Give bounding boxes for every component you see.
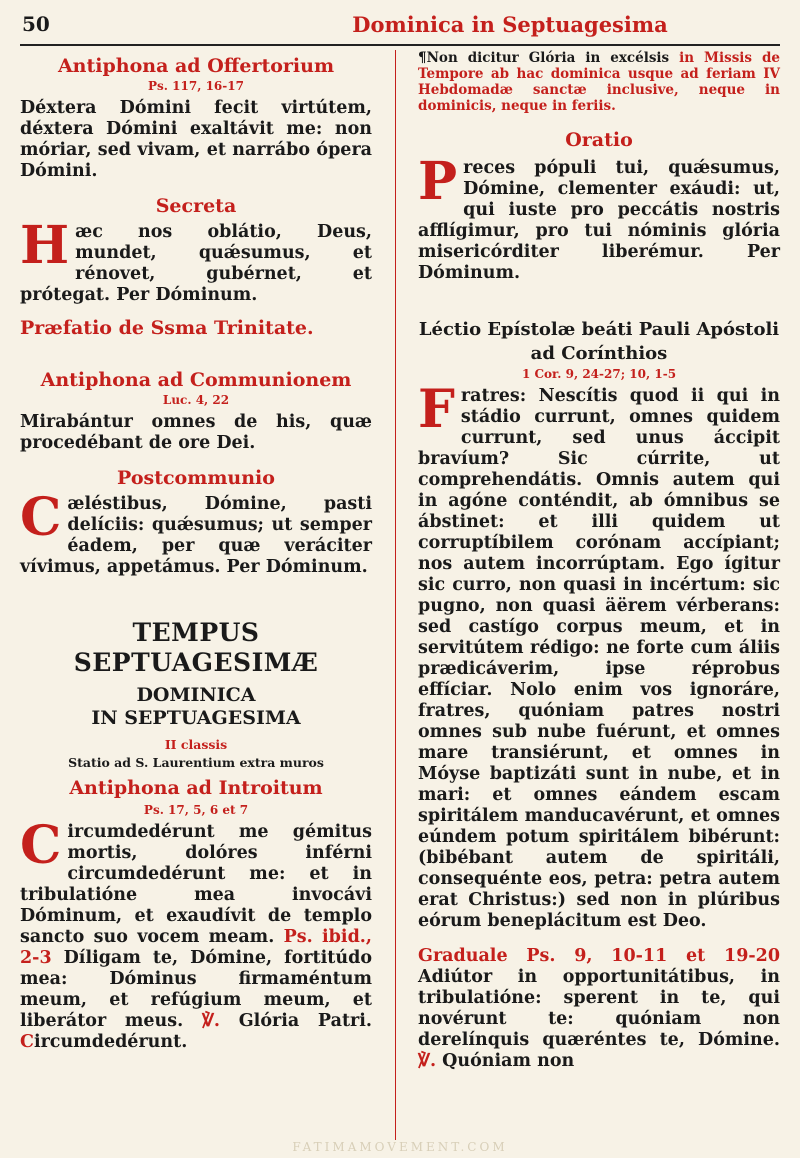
introit-ref: Ps. 17, 5, 6 et 7 bbox=[143, 803, 249, 817]
offertory-ref: Ps. 117, 16-17 bbox=[148, 79, 244, 93]
epistle-title: Léctio Epístolæ beáti Pauli Apóstoli ad Corínthios bbox=[418, 319, 780, 364]
gradual-title: Graduale Ps. 9, 10-11 et 19-20 bbox=[418, 946, 780, 966]
postcommunion-paragraph bbox=[20, 487, 372, 578]
epistle-paragraph bbox=[418, 379, 780, 932]
rubric-note bbox=[418, 50, 780, 114]
preface-note: Præfatio de Ssma Trinitate. bbox=[20, 317, 314, 339]
offertory-title: Antiphona ad Offertorium bbox=[57, 55, 335, 77]
introit-psalm-ref: Ps. ibid., 2-3 bbox=[20, 927, 372, 968]
watermark: FATIMAMOVEMENT.COM bbox=[292, 1140, 508, 1154]
sunday-title-1: DOMINICA bbox=[136, 684, 256, 706]
season-title-1: TEMPUS bbox=[132, 618, 260, 647]
sunday-title-2: IN SEPTUAGESIMA bbox=[91, 707, 301, 729]
postcommunion-text: æléstibus, Dómine, pasti delíciis: quǽsumus; ut semper éadem, per quæ veráciter vívimus, appetámus. Per Dóminum. bbox=[20, 494, 372, 577]
introit-text-3: Glória Patri. bbox=[220, 1011, 372, 1031]
epistle-text: ratres: Nescítis quod ii qui in stádio currunt, omnes quidem currunt, sed unus áccipit bravíum? Sic cúrrite, ut comprehendátis. Omnis autem qui in agóne conténdit, ab ómnibus se ábstinet: et illi quidem ut corruptíbilem corónam accípiant; nos autem incorrúptam. Ego ígitur sic curro, non quasi in incértum: sic pugno, non quasi äërem vérberans: sed castígo corpus meum, et in servitútem rédigo: ne forte cum áliis prædicáverim, ipse réprobus effíciar. Nolo enim vos ignoráre, fratres, quóniam patres nostri omnes sub nube fuérunt, et omnes mare transiérunt, et omnes in Móyse baptizáti sunt in nube, et in mari: et omnes eándem escam spiritálem manducavérunt, et omnes eúndem potum spiritálem bibérunt: (bibébant autem de spiritáli, consequénte eos, petra: petra autem erat Christus:) sed non in plúribus eórum beneplácitum est Deo. bbox=[418, 386, 780, 931]
postcommunion-title: Postcommunio bbox=[117, 467, 275, 489]
paragraph-mark-icon: ¶ bbox=[418, 50, 427, 66]
season-title-2: SEPTUAGESIMÆ bbox=[73, 648, 319, 677]
running-title: Dominica in Septuagesima bbox=[352, 12, 668, 37]
header-rule bbox=[20, 44, 780, 46]
introit-paragraph bbox=[20, 815, 372, 1053]
introit-text-2: Díligam te, Dómine, fortitúdo mea: Dóminus firmaméntum meum, et refúgium meum, et liberátor meus. bbox=[20, 948, 372, 1031]
rubric-gloria: Glória in excélsis bbox=[528, 50, 670, 66]
station-label: Statio ad S. Laurentium extra muros bbox=[68, 755, 324, 770]
oratio-initial: P bbox=[418, 151, 458, 212]
gradual-paragraph bbox=[418, 946, 780, 1072]
column-divider bbox=[395, 50, 396, 1140]
offertory-text: Déxtera Dómini fecit virtútem, déxtera Dómini exaltávit me: non móriar, sed vivam, et narrábo ópera Dómini. bbox=[20, 98, 372, 181]
left-column bbox=[20, 50, 372, 1053]
page-header bbox=[0, 0, 800, 44]
gradual-text-2: Quóniam non bbox=[436, 1051, 575, 1071]
versicle-symbol: ℣. bbox=[201, 1011, 221, 1031]
introit-text-1: ircumdedérunt me gémitus mortis, dolóres inférni circumdedérunt me: et in tribulatióne mea invocávi Dóminum, et exaudívit de templo sancto suo vocem meam. bbox=[20, 822, 372, 947]
communion-ref: Luc. 4, 22 bbox=[162, 393, 230, 407]
secreta-paragraph bbox=[20, 215, 372, 306]
class-label: II classis bbox=[164, 737, 228, 752]
rubric-part-2: in Missis de Tempore ab hac dominica usque ad feriam IV Hebdomadæ sanctæ inclusive, neque in dominicis, neque in feriis. bbox=[418, 50, 781, 114]
secreta-text: æc nos oblátio, Deus, mundet, quǽsumus, et rénovet, gubérnet, et prótegat. Per Dóminum. bbox=[20, 222, 372, 305]
introit-repeat-rest: ircumdedérunt. bbox=[33, 1032, 188, 1052]
oratio-text: reces pópuli tui, quǽsumus, Dómine, clementer exáudi: ut, qui iuste pro peccátis nostris afflígimur, pro tui nóminis glória misericórditer liberémur. Per Dóminum. bbox=[418, 158, 780, 283]
oratio-paragraph bbox=[418, 151, 780, 284]
postcommunion-initial: C bbox=[20, 487, 62, 548]
communion-title: Antiphona ad Communionem bbox=[40, 369, 352, 391]
page-number: 50 bbox=[22, 12, 50, 36]
rubric-part-1: Non dicitur bbox=[426, 50, 529, 66]
gradual-versicle: ℣. bbox=[418, 1051, 437, 1071]
introit-repeat-initial: C bbox=[20, 1032, 34, 1052]
introit-initial: C bbox=[20, 815, 62, 876]
communion-text: Mirabántur omnes de his, quæ procedébant de ore Dei. bbox=[20, 412, 372, 453]
gradual-text: Adiútor in opportunitátibus, in tribulatióne: sperent in te, qui novérunt te: quóniam non derelínquis quæréntes te, Dómine. bbox=[418, 967, 780, 1050]
epistle-ref: 1 Cor. 9, 24-27; 10, 1-5 bbox=[521, 367, 677, 381]
right-column bbox=[418, 50, 780, 1072]
secreta-initial: H bbox=[20, 215, 70, 276]
introit-title: Antiphona ad Introitum bbox=[69, 777, 323, 799]
epistle-initial: F bbox=[418, 379, 455, 440]
oratio-title: Oratio bbox=[565, 129, 633, 151]
secreta-title: Secreta bbox=[155, 195, 237, 217]
